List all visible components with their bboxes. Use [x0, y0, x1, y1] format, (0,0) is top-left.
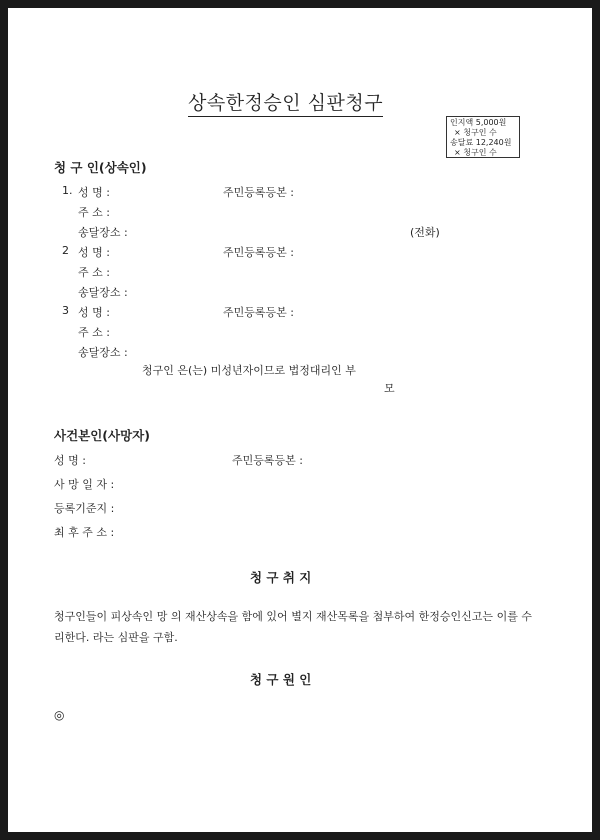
claimant-number: 3	[62, 304, 69, 317]
document-page	[8, 8, 592, 832]
last-address-label: 최 후 주 소 :	[54, 526, 115, 539]
purpose-section-heading: 청 구 취 지	[250, 570, 312, 585]
resident-registration-label: 주민등록등본 :	[223, 306, 294, 319]
decedent-name-label: 성 명 :	[54, 454, 86, 467]
phone-label: (전화)	[410, 226, 440, 239]
purpose-text: 청구인들이 피상속인 망 의 재산상속을 함에 있어 별지 재산목록을 첨부하여 한정승인신고는 이를 수리한다. 라는 심판을 구함.	[54, 610, 532, 644]
minor-guardian-note-continued: 모	[384, 382, 395, 395]
name-label: 성 명 :	[78, 186, 110, 199]
death-date-label: 사 망 일 자 :	[54, 478, 115, 491]
delivery-address-label: 송달장소 :	[78, 226, 128, 239]
decedent-section-heading: 사건본인(사망자)	[54, 428, 150, 443]
stamp-fee-line: × 청구인 수	[454, 148, 497, 157]
resident-registration-label: 주민등록등본 :	[223, 186, 294, 199]
address-label: 주 소 :	[78, 266, 110, 279]
name-label: 성 명 :	[78, 246, 110, 259]
cause-section-heading: 청 구 원 인	[250, 672, 312, 687]
stamp-fee-line: × 청구인 수	[454, 128, 497, 137]
minor-guardian-note: 청구인 은(는) 미성년자이므로 법정대리인 부	[142, 364, 356, 377]
name-label: 성 명 :	[78, 306, 110, 319]
delivery-address-label: 송달장소 :	[78, 346, 128, 359]
document-title: 상속한정승인 심판청구	[188, 88, 383, 117]
address-label: 주 소 :	[78, 206, 110, 219]
resident-registration-label: 주민등록등본 :	[223, 246, 294, 259]
stamp-fee-line: 인지액 5,000원	[450, 118, 507, 127]
registration-base-label: 등록기준지 :	[54, 502, 115, 515]
delivery-address-label: 송달장소 :	[78, 286, 128, 299]
bullet-mark: ◎	[54, 708, 65, 722]
claimant-number: 2	[62, 244, 69, 257]
stamp-fee-line: 송달료 12,240원	[450, 138, 512, 147]
stamp-fee-box	[446, 116, 520, 158]
claimant-section-heading: 청 구 인(상속인)	[54, 160, 147, 175]
address-label: 주 소 :	[78, 326, 110, 339]
claimant-number: 1.	[62, 184, 73, 197]
decedent-registration-label: 주민등록등본 :	[232, 454, 303, 467]
